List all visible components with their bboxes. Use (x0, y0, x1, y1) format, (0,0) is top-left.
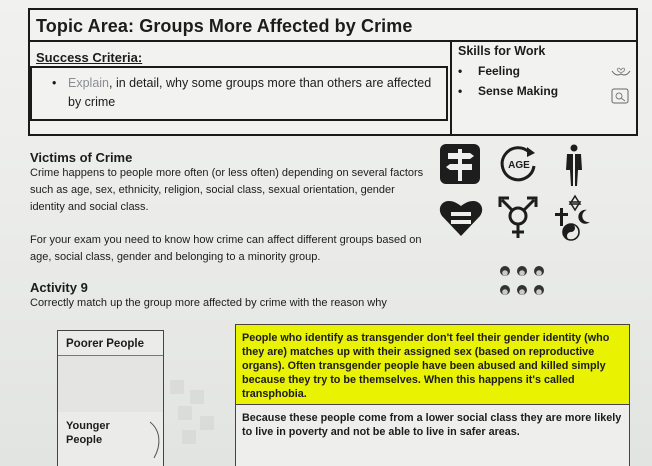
magnifier-icon (610, 86, 632, 106)
transgender-symbol-icon (496, 192, 540, 242)
topic-icons (434, 144, 584, 256)
pen-mark (146, 420, 166, 460)
reason-text: Because these people come from a lower social class they are more likely to live in poverty and not be able to live in safer areas. (242, 412, 622, 438)
signpost-icon (440, 144, 480, 184)
group-label: Poorer People (66, 338, 144, 350)
victims-paragraph: Crime happens to people more often (or less often) depending on several factors such as age, sex, ethnicity, religion, social class, sexual orientation, gender identity and social class. (30, 167, 424, 213)
skills-divider (450, 40, 452, 136)
activity-section (30, 280, 440, 312)
success-criteria (36, 50, 448, 109)
success-criteria-heading: Success Criteria: (36, 50, 143, 65)
success-criteria-item (52, 74, 432, 112)
age-cycle-icon (498, 144, 540, 184)
bullet: • (52, 76, 57, 90)
gender-figure-icon (562, 144, 586, 188)
group-cell (58, 331, 163, 412)
victims-heading: Victims of Crime (30, 150, 133, 165)
reason-column (235, 324, 630, 466)
exam-note: For your exam you need to know how crime can affect different groups based on age, social class, gender and belonging to a minority group. (30, 234, 422, 263)
age-label: AGE (508, 160, 530, 171)
skills-heading: Skills for Work (458, 44, 546, 58)
skill-label: Feeling (478, 64, 521, 78)
reason-text: People who identify as transgender don't feel their gender identity (who they are) matches up with their assigned sex (based on reproductive organs). Often transgender people have been abused and killed simply because they try to be themselves. When this happens it's called transphobia. (242, 332, 610, 400)
skill-item (458, 64, 636, 78)
activity-heading: Activity 9 (30, 280, 88, 295)
header-box (28, 8, 638, 136)
skill-label: Sense Making (478, 84, 559, 98)
skill-item (458, 84, 636, 98)
answer-space[interactable] (58, 355, 163, 412)
success-criteria-text: , in detail, why some groups more than others are affected by crime (68, 76, 432, 109)
religious-symbols-icon (554, 194, 594, 244)
command-word: Explain (68, 76, 109, 90)
watermark-shape (170, 380, 230, 450)
bullet: • (458, 84, 463, 98)
success-criteria-box (30, 66, 448, 121)
equality-heart-icon (438, 196, 484, 238)
victims-of-crime-section (30, 150, 425, 216)
title-divider (30, 40, 636, 42)
diverse-people-icon (496, 264, 552, 302)
reason-cell-highlighted (236, 325, 629, 405)
skills-for-work (458, 44, 636, 98)
bullet: • (458, 64, 463, 78)
group-label: Younger People (66, 420, 110, 446)
hands-heart-icon (610, 62, 632, 78)
page-title: Topic Area: Groups More Affected by Crime (36, 16, 413, 36)
activity-instruction: Correctly match up the group more affected by crime with the reason why (30, 297, 387, 309)
